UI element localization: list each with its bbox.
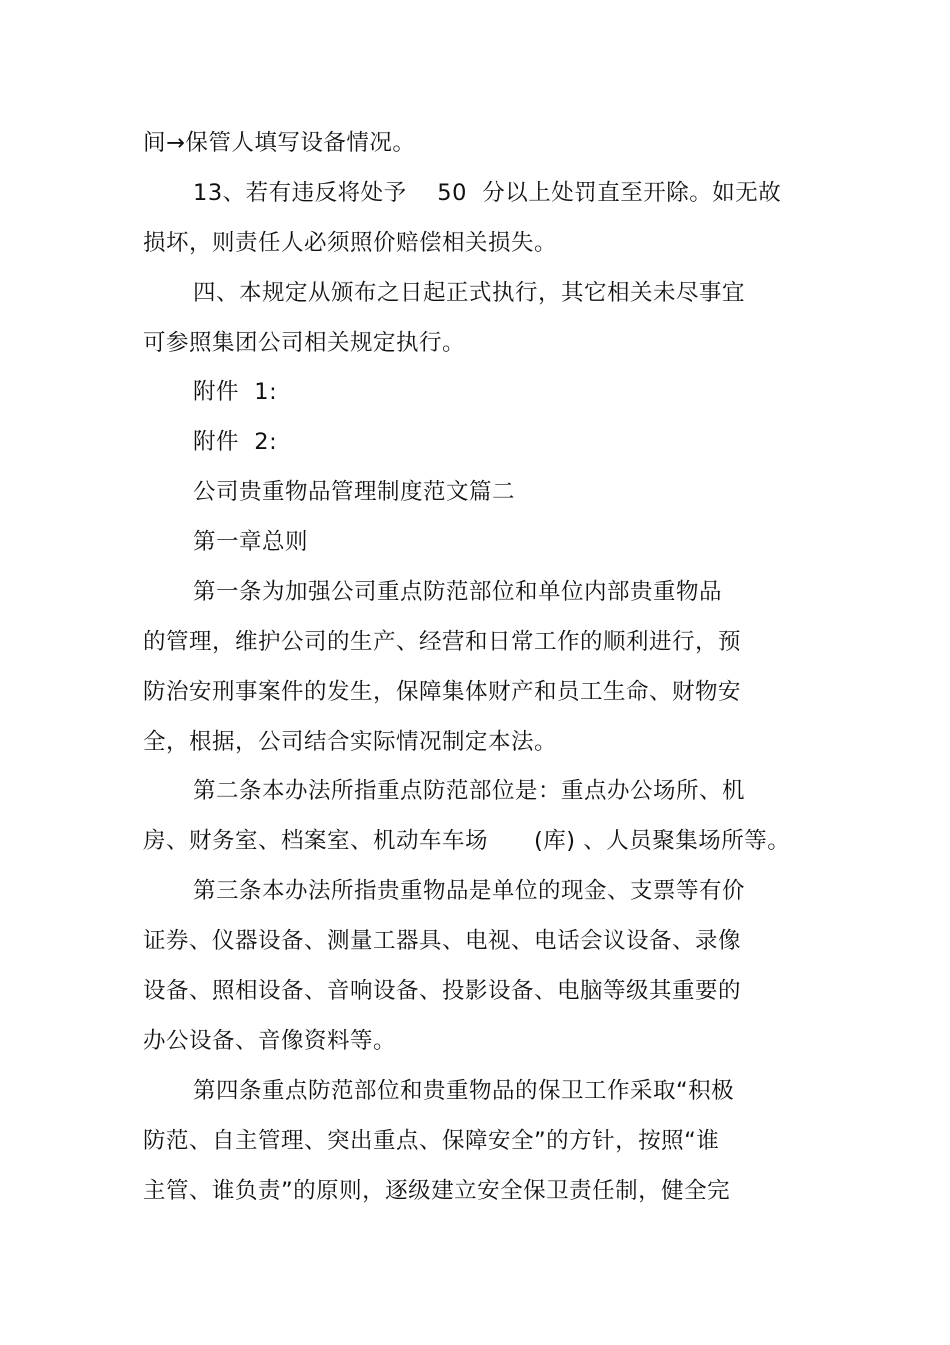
text-line: 第三条本办法所指贵重物品是单位的现金、支票等有价 [193,878,746,904]
text-line: 第四条重点防范部位和贵重物品的保卫工作采取“积极 [193,1078,735,1104]
text-line: 附件 1: [193,379,278,405]
text-line: 设备、照相设备、音响设备、投影设备、电脑等级其重要的 [143,978,742,1004]
chapter-heading: 第一章总则 [193,529,309,555]
text-line: 证券、仪器设备、测量工器具、电视、电话会议设备、录像 [143,928,742,954]
text-line: 的管理，维护公司的生产、经营和日常工作的顺利进行，预 [143,629,742,655]
text-line: 第二条本办法所指重点防范部位是：重点办公场所、机 [193,778,746,804]
text-line: 可参照集团公司相关规定执行。 [143,330,466,356]
text-line: 四、本规定从颁布之日起正式执行，其它相关未尽事宜 [193,280,746,306]
text-line: 第一条为加强公司重点防范部位和单位内部贵重物品 [193,579,723,605]
text-line: 主管、谁负责”的原则，逐级建立安全保卫责任制，健全完 [143,1178,731,1204]
text-line: 防范、自主管理、突出重点、保障安全”的方针，按照“谁 [143,1128,720,1154]
text-line: 13、若有违反将处予 50 分以上处罚直至开除。如无故 [193,180,782,206]
text-line: 房、财务室、档案室、机动车车场 (库) 、人员聚集场所等。 [143,828,791,854]
section-heading: 公司贵重物品管理制度范文篇二 [193,479,516,505]
text-line: 间→保管人填写设备情况。 [143,130,416,156]
text-line: 防治安刑事案件的发生，保障集体财产和员工生命、财物安 [143,679,742,705]
text-line: 办公设备、音像资料等。 [143,1028,397,1054]
text-line: 附件 2: [193,429,278,455]
text-line: 全，根据，公司结合实际情况制定本法。 [143,729,558,755]
text-line: 损坏，则责任人必须照价赔偿相关损失。 [143,230,558,256]
